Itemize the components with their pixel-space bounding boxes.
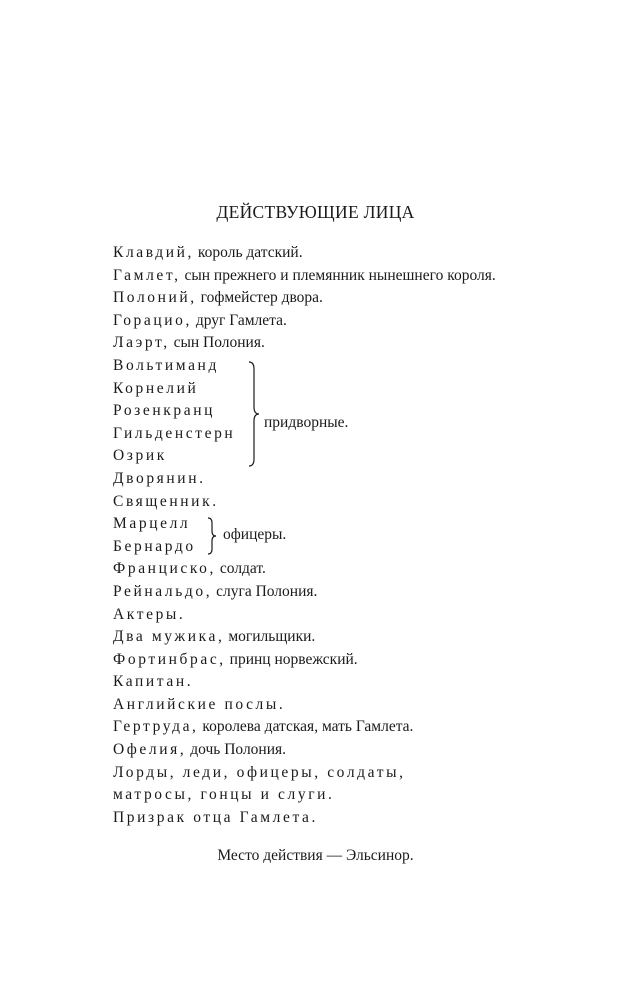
character-name: Гамлет, <box>113 266 181 284</box>
character-name: Дворянин. <box>113 469 206 487</box>
character-name: Фортинбрас, <box>113 650 226 668</box>
cast-line <box>113 513 583 536</box>
cast-line <box>113 310 583 333</box>
cast-line <box>113 694 583 717</box>
character-name: матросы, гонцы и слуги. <box>113 786 335 804</box>
character-name: Франциско, <box>113 560 217 578</box>
character-name: Горацио, <box>113 311 192 329</box>
character-name: Священник. <box>113 492 219 510</box>
cast-line <box>113 491 583 514</box>
character-description: сын прежнего и племянник нынешнего короля. <box>184 266 496 284</box>
cast-line <box>113 287 583 310</box>
character-name: Вольтиманд <box>113 356 219 374</box>
cast-line <box>113 649 583 672</box>
character-description: солдат. <box>219 560 266 578</box>
character-description: гофмейстер двора. <box>200 289 323 307</box>
curly-brace-icon <box>206 517 218 555</box>
character-name: Гертруда, <box>113 718 199 736</box>
cast-line <box>113 378 583 401</box>
character-name: Озрик <box>113 447 167 465</box>
cast-line <box>113 807 583 830</box>
cast-line <box>113 332 583 355</box>
setting-line: Место действия — Эльсинор. <box>217 847 414 864</box>
officers-group <box>113 513 583 558</box>
character-name: Рейнальдо, <box>113 582 213 600</box>
cast-line <box>113 626 583 649</box>
character-name: Бернардо <box>113 537 196 555</box>
character-name: Два мужика, <box>113 628 225 646</box>
character-name: Английские послы. <box>113 695 286 713</box>
cast-line <box>113 242 583 265</box>
character-name: Актеры. <box>113 605 186 623</box>
character-name: Капитан. <box>113 673 194 691</box>
group-description: придворные. <box>264 413 349 431</box>
cast-line <box>113 604 583 627</box>
character-name: Гильденстерн <box>113 424 236 442</box>
character-description: королева датская, мать Гамлета. <box>202 718 414 736</box>
character-description: друг Гамлета. <box>195 311 287 329</box>
character-name: Полоний, <box>113 289 197 307</box>
character-name: Призрак отца Гамлета. <box>113 808 318 826</box>
cast-line <box>113 739 583 762</box>
page-title: ДЕЙСТВУЮЩИЕ ЛИЦА <box>216 202 415 222</box>
character-description: принц норвежский. <box>229 650 358 668</box>
character-description: могильщики. <box>228 628 316 646</box>
cast-line <box>113 558 583 581</box>
character-name: Лаэрт, <box>113 334 170 352</box>
character-name: Лорды, леди, офицеры, солдаты, <box>113 763 406 781</box>
character-description: король датский. <box>197 244 303 261</box>
cast-line <box>113 671 583 694</box>
character-description: слуга Полония. <box>216 582 318 600</box>
cast-line <box>113 581 583 604</box>
character-description: сын Полония. <box>173 334 265 352</box>
character-name: Клавдий, <box>113 244 195 261</box>
cast-line <box>113 784 583 807</box>
cast-line <box>113 536 583 559</box>
character-name: Корнелий <box>113 379 199 397</box>
curly-brace-icon <box>247 361 261 467</box>
group-description: офицеры. <box>223 526 287 544</box>
cast-line <box>113 716 583 739</box>
character-name: Розенкранц <box>113 402 216 420</box>
cast-list <box>113 242 583 829</box>
cast-line <box>113 468 583 491</box>
cast-line <box>113 355 583 378</box>
cast-line <box>113 445 583 468</box>
character-description: дочь Полония. <box>190 741 287 759</box>
cast-line <box>113 265 583 288</box>
character-name: Марцелл <box>113 515 191 533</box>
character-name: Офелия, <box>113 741 187 759</box>
courtiers-group <box>113 355 583 468</box>
cast-line <box>113 762 583 785</box>
